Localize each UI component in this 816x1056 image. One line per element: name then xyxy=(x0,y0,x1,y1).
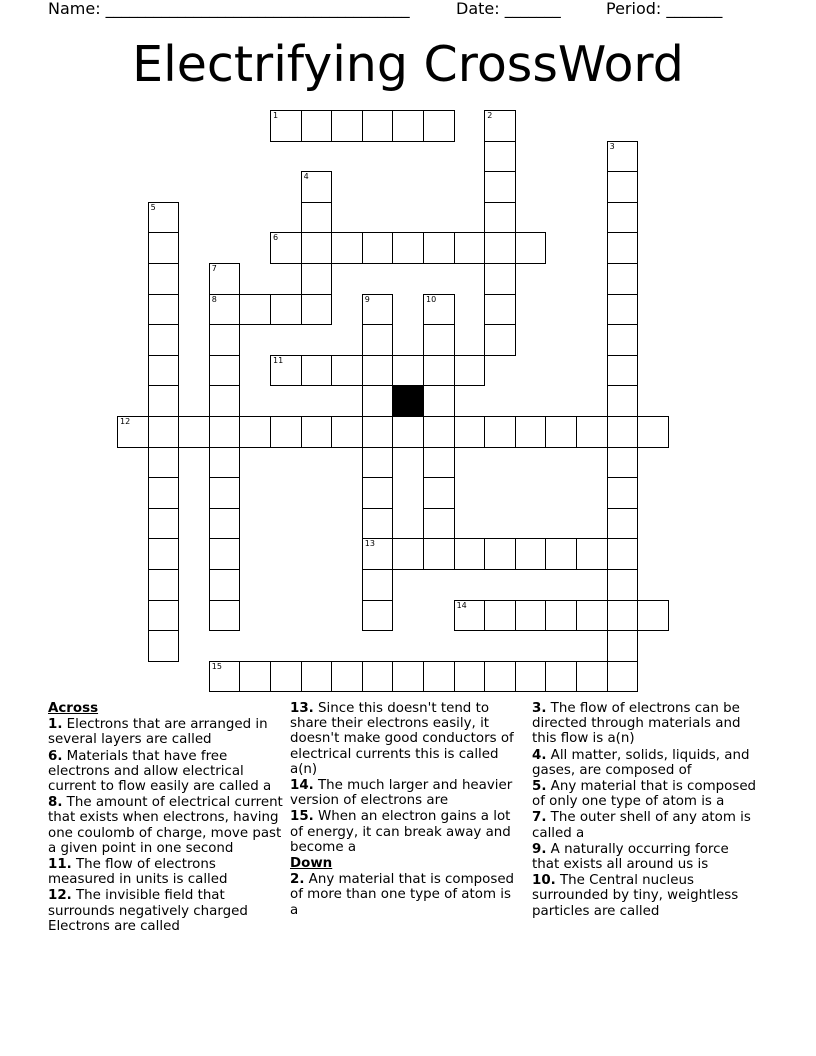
crossword-cell[interactable] xyxy=(484,538,516,570)
crossword-cell[interactable] xyxy=(576,416,608,448)
clue-number: 9 xyxy=(364,294,370,304)
clue-number: 14 xyxy=(456,600,467,610)
crossword-cell[interactable] xyxy=(148,508,180,540)
crossword-cell[interactable] xyxy=(331,355,363,387)
crossword-cell[interactable] xyxy=(362,508,394,540)
crossword-cell[interactable] xyxy=(545,538,577,570)
crossword-cell[interactable] xyxy=(607,202,639,234)
crossword-cell[interactable] xyxy=(484,263,516,295)
crossword-cell[interactable] xyxy=(117,416,149,448)
clue-number: 3 xyxy=(609,141,615,151)
crossword-cell[interactable] xyxy=(331,661,363,693)
clue-across-15: 15. When an electron gains a lot of energy, it can break away and become a xyxy=(290,809,511,855)
crossword-cell[interactable] xyxy=(607,171,639,203)
crossword-cell[interactable] xyxy=(270,661,302,693)
crossword-cell[interactable] xyxy=(362,538,394,570)
crossword-cell[interactable] xyxy=(270,110,302,142)
crossword-cell[interactable] xyxy=(607,447,639,479)
crossword-cell[interactable] xyxy=(423,110,455,142)
crossword-cell[interactable] xyxy=(607,263,639,295)
crossword-cell[interactable] xyxy=(331,416,363,448)
crossword-cell[interactable] xyxy=(148,416,180,448)
clues-column-2 xyxy=(290,701,518,919)
crossword-cell[interactable] xyxy=(148,202,180,234)
crossword-cell[interactable] xyxy=(423,416,455,448)
crossword-cell[interactable] xyxy=(423,232,455,264)
clues-column-1 xyxy=(48,701,284,935)
crossword-cell[interactable] xyxy=(301,355,333,387)
crossword-cell[interactable] xyxy=(484,416,516,448)
clue-down-5: 5. Any material that is composed of only one type of atom is a xyxy=(532,779,757,810)
crossword-cell[interactable] xyxy=(270,355,302,387)
crossword-cell[interactable] xyxy=(607,385,639,417)
crossword-cell[interactable] xyxy=(362,355,394,387)
crossword-cell[interactable] xyxy=(148,477,180,509)
crossword-cell[interactable] xyxy=(331,110,363,142)
crossword-cell[interactable] xyxy=(209,263,241,295)
clue-number: 5 xyxy=(150,202,156,212)
crossword-cell[interactable] xyxy=(209,508,241,540)
crossword-cell[interactable] xyxy=(178,416,210,448)
crossword-cell[interactable] xyxy=(454,600,486,632)
crossword-cell[interactable] xyxy=(148,355,180,387)
crossword-cell[interactable] xyxy=(301,263,333,295)
crossword-cell[interactable] xyxy=(209,661,241,693)
clue-down-4: 4. All matter, solids, liquids, and gases, are composed of xyxy=(532,747,750,778)
crossword-cell[interactable] xyxy=(423,294,455,326)
across-heading: Across xyxy=(48,701,99,716)
crossword-cell[interactable] xyxy=(515,416,547,448)
crossword-cell[interactable] xyxy=(545,416,577,448)
crossword-cell[interactable] xyxy=(545,661,577,693)
crossword-cell[interactable] xyxy=(607,477,639,509)
clue-across-1: 1. Electrons that are arranged in several layers are called xyxy=(48,717,268,748)
date-field[interactable]: Date: _______ xyxy=(456,0,561,18)
crossword-cell[interactable] xyxy=(607,416,639,448)
crossword-cell[interactable] xyxy=(239,294,271,326)
crossword-cell[interactable] xyxy=(607,355,639,387)
crossword-cell[interactable] xyxy=(209,477,241,509)
crossword-cell[interactable] xyxy=(209,600,241,632)
crossword-cell[interactable] xyxy=(362,324,394,356)
crossword-cell[interactable] xyxy=(209,447,241,479)
crossword-cell[interactable] xyxy=(392,355,424,387)
crossword-cell[interactable] xyxy=(607,508,639,540)
page-title: Electrifying CrossWord xyxy=(132,36,684,93)
name-field[interactable]: Name: ______________________________________ xyxy=(48,0,410,18)
crossword-cell[interactable] xyxy=(637,600,669,632)
crossword-cell[interactable] xyxy=(423,538,455,570)
crossword-cell[interactable] xyxy=(454,416,486,448)
crossword-cell[interactable] xyxy=(392,110,424,142)
crossword-cell[interactable] xyxy=(239,416,271,448)
crossword-cell[interactable] xyxy=(209,294,241,326)
crossword-cell[interactable] xyxy=(576,661,608,693)
crossword-cell[interactable] xyxy=(148,600,180,632)
clue-across-12: 12. The invisible field that surrounds negatively charged Electrons are called xyxy=(48,888,248,934)
crossword-cell[interactable] xyxy=(423,447,455,479)
crossword-cell[interactable] xyxy=(362,110,394,142)
crossword-cell[interactable] xyxy=(607,600,639,632)
crossword-cell[interactable] xyxy=(484,171,516,203)
crossword-cell[interactable] xyxy=(148,385,180,417)
crossword-cell[interactable] xyxy=(148,569,180,601)
crossword-cell[interactable] xyxy=(301,110,333,142)
crossword-cell[interactable] xyxy=(362,294,394,326)
crossword-cell[interactable] xyxy=(209,324,241,356)
crossword-cell[interactable] xyxy=(484,110,516,142)
crossword-cell[interactable] xyxy=(607,661,639,693)
crossword-cell[interactable] xyxy=(576,538,608,570)
crossword-cell[interactable] xyxy=(515,538,547,570)
crossword-cell[interactable] xyxy=(576,600,608,632)
crossword-cell[interactable] xyxy=(301,202,333,234)
crossword-cell[interactable] xyxy=(362,569,394,601)
crossword-cell[interactable] xyxy=(607,569,639,601)
crossword-cell[interactable] xyxy=(362,477,394,509)
clue-down-9: 9. A naturally occurring force that exists all around us is xyxy=(532,841,729,873)
crossword-cell[interactable] xyxy=(362,416,394,448)
crossword-cell[interactable] xyxy=(423,661,455,693)
crossword-cell[interactable] xyxy=(301,232,333,264)
crossword-cell[interactable] xyxy=(484,661,516,693)
clue-across-8: 8. The amount of electrical current that exists when electrons, having one coulomb of charge, move past a given point in one second xyxy=(48,795,283,856)
crossword-cell[interactable] xyxy=(239,661,271,693)
clue-down-10: 10. The Central nucleus surrounded by tiny, weightless particles are called xyxy=(532,873,739,919)
clue-down-2: 2. Any material that is composed of more than one type of atom is a xyxy=(290,872,515,918)
crossword-cell[interactable] xyxy=(270,416,302,448)
crossword-cell[interactable] xyxy=(148,232,180,264)
clue-down-7: 7. The outer shell of any atom is called a xyxy=(532,810,751,841)
crossword-cell[interactable] xyxy=(607,324,639,356)
clue-number: 12 xyxy=(120,417,131,426)
clue-across-11: 11. The flow of electrons measured in units is called xyxy=(48,857,228,888)
clue-across-6: 6. Materials that have free electrons and allow electrical current to flow easily are called a xyxy=(48,748,272,795)
clue-across-13: 13. Since this doesn't tend to share their electrons easily, it doesn't make good conductors of electrical currents this is called a(n) xyxy=(290,701,514,777)
clue-number: 15 xyxy=(211,661,222,671)
crossword-cell[interactable] xyxy=(392,538,424,570)
crossword-cell[interactable] xyxy=(209,355,241,387)
crossword-cell[interactable] xyxy=(362,661,394,693)
crossword-cell[interactable] xyxy=(331,232,363,264)
crossword-cell[interactable] xyxy=(607,232,639,264)
crossword-cell[interactable] xyxy=(362,232,394,264)
clue-number: 2 xyxy=(487,111,493,120)
crossword-cell[interactable] xyxy=(209,416,241,448)
period-field[interactable]: Period: _______ xyxy=(606,0,723,18)
crossword-cell[interactable] xyxy=(392,661,424,693)
crossword-cell[interactable] xyxy=(148,447,180,479)
clue-across-14: 14. The much larger and heavier version of electrons are xyxy=(290,778,513,809)
crossword-cell[interactable] xyxy=(148,324,180,356)
crossword-cell[interactable] xyxy=(484,232,516,264)
crossword-cell[interactable] xyxy=(392,416,424,448)
crossword-cell[interactable] xyxy=(362,447,394,479)
clue-number: 8 xyxy=(211,294,217,304)
crossword-cell[interactable] xyxy=(607,141,639,173)
crossword-cell[interactable] xyxy=(209,385,241,417)
clue-down-3: 3. The flow of electrons can be directed through materials and this flow is a(n) xyxy=(532,701,741,747)
crossword-cell[interactable] xyxy=(484,202,516,234)
down-heading: Down xyxy=(290,856,333,872)
crossword-cell[interactable] xyxy=(209,569,241,601)
crossword-cell[interactable] xyxy=(423,477,455,509)
crossword-cell[interactable] xyxy=(454,355,486,387)
crossword-cell[interactable] xyxy=(484,324,516,356)
crossword-cell[interactable] xyxy=(454,661,486,693)
crossword-cell[interactable] xyxy=(515,661,547,693)
crossword-cell[interactable] xyxy=(301,294,333,326)
crossword-cell[interactable] xyxy=(454,232,486,264)
clues-column-3 xyxy=(532,701,760,920)
clue-number: 7 xyxy=(211,264,217,273)
crossword-cell[interactable] xyxy=(637,416,669,448)
crossword-cell[interactable] xyxy=(454,538,486,570)
clue-number: 4 xyxy=(303,172,309,182)
crossword-cell[interactable] xyxy=(607,294,639,326)
crossword-cell[interactable] xyxy=(423,355,455,387)
crossword-cell[interactable] xyxy=(362,600,394,632)
crossword-cell[interactable] xyxy=(301,661,333,693)
clue-number: 13 xyxy=(364,539,375,549)
crossword-cell[interactable] xyxy=(484,600,516,632)
crossword-cell[interactable] xyxy=(515,232,547,264)
crossword-cell[interactable] xyxy=(270,294,302,326)
clue-number: 1 xyxy=(273,111,279,120)
blocked-cell xyxy=(392,385,424,417)
crossword-cell[interactable] xyxy=(362,385,394,417)
clue-number: 6 xyxy=(273,233,279,243)
crossword-cell[interactable] xyxy=(148,538,180,570)
crossword-cell[interactable] xyxy=(392,232,424,264)
crossword-cell[interactable] xyxy=(545,600,577,632)
crossword-cell[interactable] xyxy=(209,538,241,570)
clue-number: 10 xyxy=(426,294,437,304)
crossword-cell[interactable] xyxy=(423,324,455,356)
crossword-cell[interactable] xyxy=(148,294,180,326)
crossword-cell[interactable] xyxy=(270,232,302,264)
crossword-cell[interactable] xyxy=(607,630,639,662)
crossword-cell[interactable] xyxy=(148,263,180,295)
crossword-cell[interactable] xyxy=(484,294,516,326)
crossword-cell[interactable] xyxy=(423,508,455,540)
crossword-cell[interactable] xyxy=(607,538,639,570)
crossword-cell[interactable] xyxy=(148,630,180,662)
clue-number: 11 xyxy=(273,355,284,365)
crossword-cell[interactable] xyxy=(423,385,455,417)
crossword-cell[interactable] xyxy=(301,171,333,203)
crossword-cell[interactable] xyxy=(484,141,516,173)
crossword-cell[interactable] xyxy=(301,416,333,448)
crossword-cell[interactable] xyxy=(515,600,547,632)
